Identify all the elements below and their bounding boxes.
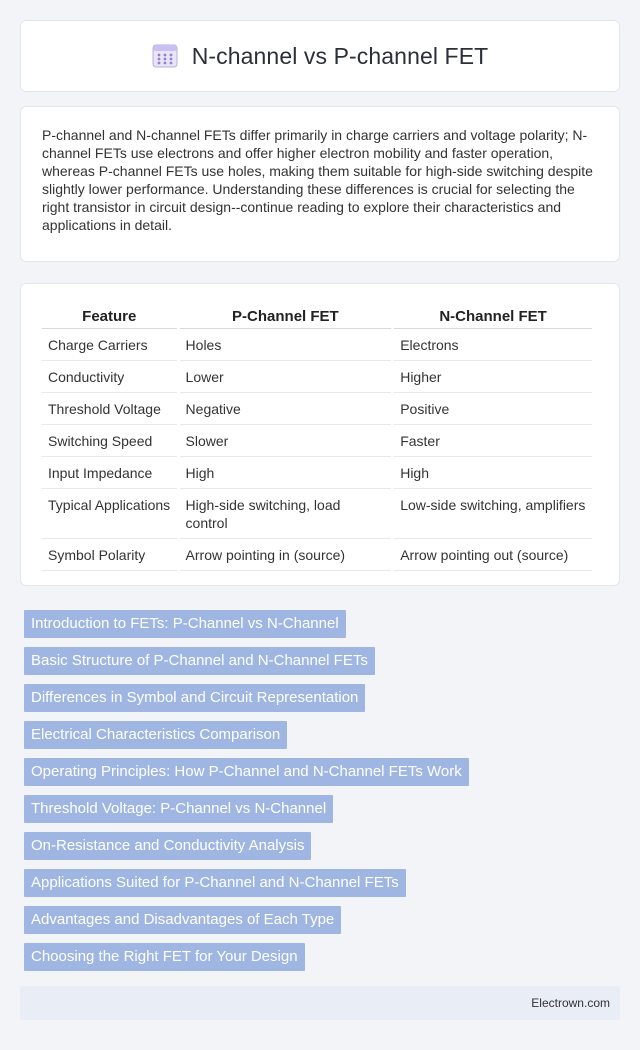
table-header-row <box>42 304 592 329</box>
table-cell: Electrons <box>394 329 592 361</box>
table-cell: Lower <box>180 361 392 393</box>
toc-link[interactable]: Choosing the Right FET for Your Design <box>24 943 305 971</box>
comparison-table <box>39 304 595 571</box>
table-cell: Negative <box>180 393 392 425</box>
table-cell: Conductivity <box>42 361 177 393</box>
table-cell: Arrow pointing in (source) <box>180 539 392 571</box>
table-row <box>42 489 592 539</box>
toc-link[interactable]: Differences in Symbol and Circuit Representation <box>24 684 365 712</box>
table-of-contents <box>24 610 624 980</box>
table-cell: Switching Speed <box>42 425 177 457</box>
toc-link[interactable]: Threshold Voltage: P-Channel vs N-Channel <box>24 795 333 823</box>
calculator-icon <box>152 44 178 68</box>
header-feature: Feature <box>42 304 177 329</box>
table-cell: High <box>180 457 392 489</box>
table-cell: Slower <box>180 425 392 457</box>
toc-link[interactable]: Electrical Characteristics Comparison <box>24 721 287 749</box>
table-row <box>42 457 592 489</box>
table-cell: Input Impedance <box>42 457 177 489</box>
table-row <box>42 329 592 361</box>
footer-site-name[interactable]: Electrown.com <box>531 996 610 1010</box>
table-row <box>42 539 592 571</box>
intro-text: P-channel and N-channel FETs differ primarily in charge carriers and voltage polarity; N-channel FETs use electrons and offer higher electron mobility and faster operation, whereas P-channel FETs use holes, making them suitable for high-side switching despite slightly lower performance. Understanding these differences is crucial for selecting the right transistor in circuit design--continue reading to explore their characteristics and applications in detail. <box>42 127 593 233</box>
table-cell: Faster <box>394 425 592 457</box>
comparison-table-card <box>20 283 620 586</box>
toc-link[interactable]: Basic Structure of P-Channel and N-Channel FETs <box>24 647 375 675</box>
table-cell: Threshold Voltage <box>42 393 177 425</box>
table-cell: High-side switching, load control <box>180 489 392 539</box>
table-cell: Holes <box>180 329 392 361</box>
toc-link[interactable]: On-Resistance and Conductivity Analysis <box>24 832 311 860</box>
toc-link[interactable]: Advantages and Disadvantages of Each Type <box>24 906 341 934</box>
intro-card <box>20 106 620 262</box>
table-cell: Higher <box>394 361 592 393</box>
table-row <box>42 425 592 457</box>
header-n-channel: N-Channel FET <box>394 304 592 329</box>
table-cell: Symbol Polarity <box>42 539 177 571</box>
table-cell: Low-side switching, amplifiers <box>394 489 592 539</box>
toc-link[interactable]: Introduction to FETs: P-Channel vs N-Channel <box>24 610 346 638</box>
table-row <box>42 393 592 425</box>
page-title: N-channel vs P-channel FET <box>191 42 489 69</box>
table-cell: Charge Carriers <box>42 329 177 361</box>
footer <box>20 986 620 1020</box>
table-cell: Positive <box>394 393 592 425</box>
table-cell: Arrow pointing out (source) <box>394 539 592 571</box>
title-wrap <box>152 43 489 70</box>
table-cell: High <box>394 457 592 489</box>
table-row <box>42 361 592 393</box>
table-cell: Typical Applications <box>42 489 177 539</box>
toc-link[interactable]: Applications Suited for P-Channel and N-Channel FETs <box>24 869 406 897</box>
header-p-channel: P-Channel FET <box>180 304 392 329</box>
title-card <box>20 20 620 92</box>
toc-link[interactable]: Operating Principles: How P-Channel and N-Channel FETs Work <box>24 758 469 786</box>
